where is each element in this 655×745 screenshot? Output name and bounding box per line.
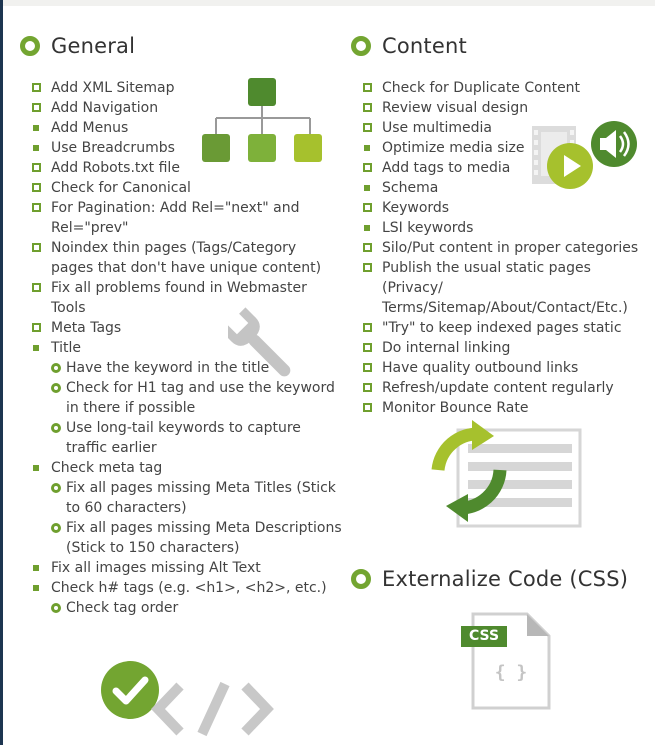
general-list-item	[32, 578, 342, 598]
general-list-item	[32, 278, 342, 318]
square-bullet-icon	[363, 383, 372, 392]
general-list-item	[32, 518, 342, 558]
general-list-item-text: Title	[51, 340, 82, 356]
content-list-item-text: "Try" to keep indexed pages static	[382, 320, 622, 336]
top-border	[0, 0, 655, 6]
content-list-item	[363, 358, 655, 378]
general-list-item-text: Fix all problems found in Webmaster Tools	[51, 280, 307, 316]
square-bullet-icon	[363, 343, 372, 352]
general-list-item-text: Add XML Sitemap	[51, 80, 175, 96]
square-bullet-icon	[364, 185, 370, 191]
content-list-item-text: Use multimedia	[382, 120, 492, 136]
square-bullet-icon	[32, 323, 41, 332]
square-bullet-icon	[363, 323, 372, 332]
heading-ring-icon	[351, 569, 371, 589]
content-list-item-text: Have quality outbound links	[382, 360, 579, 376]
general-heading-text: General	[51, 34, 136, 58]
content-list-item-text: Schema	[382, 180, 439, 196]
square-bullet-icon	[33, 465, 39, 471]
content-list-item	[363, 78, 655, 98]
refresh-document-icon	[428, 418, 588, 530]
general-list-item	[32, 238, 342, 278]
square-bullet-icon	[363, 123, 372, 132]
general-list-item-text: For Pagination: Add Rel="next" and Rel="prev"	[51, 200, 300, 236]
ring-bullet-icon	[51, 483, 61, 493]
general-list-item	[32, 478, 342, 518]
square-bullet-icon	[32, 103, 41, 112]
content-list-item	[363, 398, 655, 418]
content-list-item	[363, 98, 655, 118]
content-heading	[351, 34, 467, 58]
general-list-item-text: Check for Canonical	[51, 180, 191, 196]
content-heading-text: Content	[382, 34, 467, 58]
ring-bullet-icon	[51, 603, 61, 613]
content-list-item-text: Review visual design	[382, 100, 529, 116]
square-bullet-icon	[363, 243, 372, 252]
square-bullet-icon	[32, 183, 41, 192]
general-list-item-text: Add Menus	[51, 120, 129, 136]
general-list-item-text: Have the keyword in the title	[66, 360, 270, 376]
ring-bullet-icon	[51, 383, 61, 393]
content-list-item	[363, 218, 655, 238]
general-list-item	[32, 458, 342, 478]
square-bullet-icon	[363, 83, 372, 92]
general-list-item-text: Use long-tail keywords to capture traffic earlier	[66, 420, 301, 456]
general-list-item	[32, 198, 342, 238]
general-list-item-text: Add Navigation	[51, 100, 159, 116]
square-bullet-icon	[364, 145, 370, 151]
general-list-item	[32, 378, 342, 418]
ring-bullet-icon	[51, 423, 61, 433]
ring-bullet-icon	[51, 363, 61, 373]
ring-bullet-icon	[51, 523, 61, 533]
content-list-item-text: Silo/Put content in proper categories	[382, 240, 639, 256]
general-list-item-text: Fix all pages missing Meta Descriptions (Stick to 150 characters)	[66, 520, 342, 556]
square-bullet-icon	[363, 203, 372, 212]
square-bullet-icon	[33, 345, 39, 351]
square-bullet-icon	[364, 225, 370, 231]
general-list-item-text: Add Robots.txt file	[51, 160, 180, 176]
code-brackets-icon	[150, 680, 275, 738]
square-bullet-icon	[363, 403, 372, 412]
heading-ring-icon	[351, 36, 371, 56]
square-bullet-icon	[363, 363, 372, 372]
general-list-item	[32, 178, 342, 198]
content-list-item-text: Publish the usual static pages (Privacy/ Terms/Sitemap/About/Contact/Etc.)	[382, 260, 628, 316]
play-icon	[546, 142, 594, 190]
general-list-item	[32, 598, 342, 618]
heading-ring-icon	[20, 36, 40, 56]
general-list-item	[32, 358, 342, 378]
content-list-item-text: Do internal linking	[382, 340, 511, 356]
general-heading	[20, 34, 135, 58]
square-bullet-icon	[32, 243, 41, 252]
general-list-item-text: Fix all images missing Alt Text	[51, 560, 261, 576]
general-list-item-text: Check for H1 tag and use the keyword in there if possible	[66, 380, 335, 416]
content-list-item	[363, 318, 655, 338]
content-list-item-text: LSI keywords	[382, 220, 474, 236]
content-list-item-text: Refresh/update content regularly	[382, 380, 614, 396]
square-bullet-icon	[32, 283, 41, 292]
content-list-item	[363, 198, 655, 218]
general-list-item	[32, 418, 342, 458]
square-bullet-icon	[33, 145, 39, 151]
content-list-item-text: Keywords	[382, 200, 450, 216]
general-list-item-text: Meta Tags	[51, 320, 122, 336]
square-bullet-icon	[363, 263, 372, 272]
externalize-heading	[351, 567, 628, 591]
sitemap-icon	[200, 78, 326, 164]
content-list-item	[363, 378, 655, 398]
square-bullet-icon	[33, 585, 39, 591]
code-braces-glyph: { }	[494, 662, 528, 683]
content-list-item-text: Add tags to media	[382, 160, 511, 176]
general-list-item-text: Noindex thin pages (Tags/Category pages that don't have unique content)	[51, 240, 322, 276]
general-list-item-text: Check h# tags (e.g. <h1>, <h2>, etc.)	[51, 580, 327, 596]
square-bullet-icon	[33, 565, 39, 571]
speaker-icon	[590, 120, 638, 168]
general-list-item-text: Check meta tag	[51, 460, 163, 476]
left-edge	[0, 0, 3, 745]
externalize-heading-text: Externalize Code (CSS)	[382, 567, 629, 591]
general-list-item	[32, 318, 342, 338]
content-list-item-text: Optimize media size	[382, 140, 525, 156]
general-list-item	[32, 558, 342, 578]
content-list-item-text: Check for Duplicate Content	[382, 80, 581, 96]
css-file-label: CSS	[461, 626, 507, 647]
wrench-icon	[228, 306, 294, 388]
content-list-item	[363, 338, 655, 358]
general-list-item-text: Fix all pages missing Meta Titles (Stick to 60 characters)	[66, 480, 336, 516]
square-bullet-icon	[33, 125, 39, 131]
content-list-item-text: Monitor Bounce Rate	[382, 400, 529, 416]
general-list-item-text: Check tag order	[66, 600, 179, 616]
square-bullet-icon	[363, 163, 372, 172]
content-list-item	[363, 258, 655, 318]
content-list-item	[363, 238, 655, 258]
general-list-item-text: Use Breadcrumbs	[51, 140, 175, 156]
square-bullet-icon	[32, 83, 41, 92]
square-bullet-icon	[32, 203, 41, 212]
css-file-icon	[461, 612, 551, 710]
square-bullet-icon	[363, 103, 372, 112]
square-bullet-icon	[32, 163, 41, 172]
general-list-item	[32, 338, 342, 358]
